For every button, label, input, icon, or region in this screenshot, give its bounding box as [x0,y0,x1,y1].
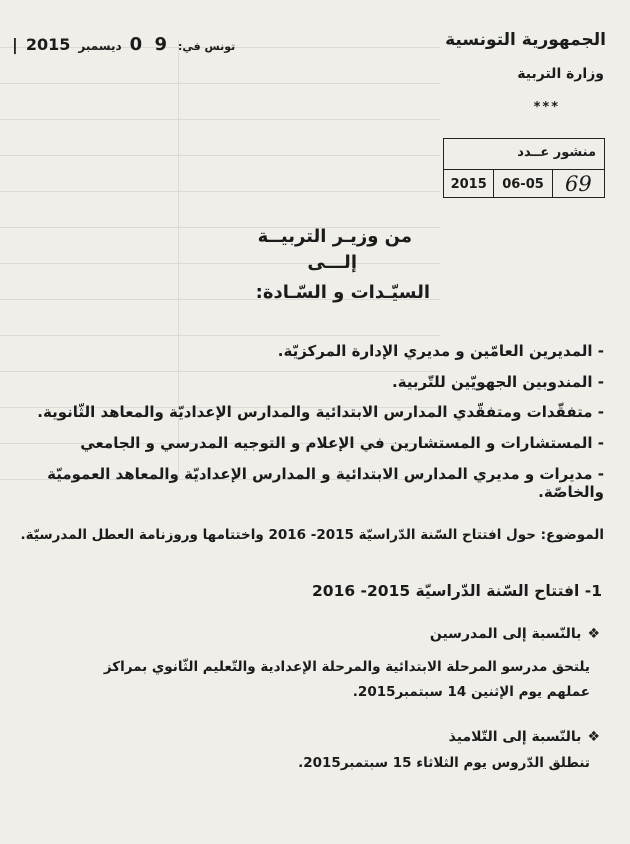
date-month: ديسمبر [78,39,122,53]
circular-number-row [444,169,604,198]
addressee-item: - المستشارات و المستشارين في الإعلام و التوجيه المدرسي و الجامعي [80,434,604,452]
date-stamp [12,34,235,55]
addressee-item: - المندوبين الجهويّين للتّربية. [392,373,604,391]
date-year: 2015 [25,35,71,54]
circular-title: منشور عــدد [517,145,596,160]
addressee-item: - متفقّدات ومتفقّدي المدارس الابتدائية والمدارس الإعداديّة والمعاهد الثّانوية. [37,403,604,421]
circular-month-day: 06-05 [494,170,552,198]
section-title: 1- افتتاح السّنة الدّراسيّة 2015- 2016 [312,582,602,600]
country-name: الجمهورية التونسية [445,30,606,50]
students-heading [449,729,600,745]
separator-stars: *** [533,100,560,115]
teachers-heading [430,626,600,642]
addressee-item: - مديرات و مديري المدارس الابتدائية و المدارس الإعداديّة والمعاهد العموميّة والخاصّة. [47,465,604,501]
recipients-heading: السيّـدات و السّـادة: [255,282,430,303]
from-minister: من وزيـر التربيــة [257,226,412,247]
date-day: 0 9 [129,34,170,55]
to-label: إلـــى [307,252,357,273]
teachers-paragraph: يلتحق مدرسو المرحلة الابتدائية والمرحلة الإعدادية والتّعليم الثّانوي بمراكز عملهم يوم الإثنين 14 سبتمبر2015. [103,659,590,700]
diamond-bullet-icon: ❖ [587,729,600,745]
ministry-name: وزارة التربية [517,66,604,82]
circular-number-box [443,138,605,198]
circular-year: 2015 [444,170,494,198]
students-heading-text: بالنّسبة إلى التّلاميذ [448,729,582,745]
students-paragraph: تنطلق الدّروس يوم الثلاثاء 15 سبتمبر2015. [298,755,590,771]
date-separator: | [12,35,18,54]
teachers-heading-text: بالنّسبة إلى المدرسين [429,626,582,642]
diamond-bullet-icon: ❖ [587,626,600,642]
subject-line: الموضوع: حول افتتاح السّنة الدّراسيّة 2015- 2016 واختتامها وروزنامة العطل المدرسيّة. [20,527,604,543]
addressee-item: - المديرين العامّين و مديري الإدارة المركزيّة. [277,342,604,360]
date-place: تونس في: [178,40,236,53]
circular-number: 69 [564,172,592,196]
